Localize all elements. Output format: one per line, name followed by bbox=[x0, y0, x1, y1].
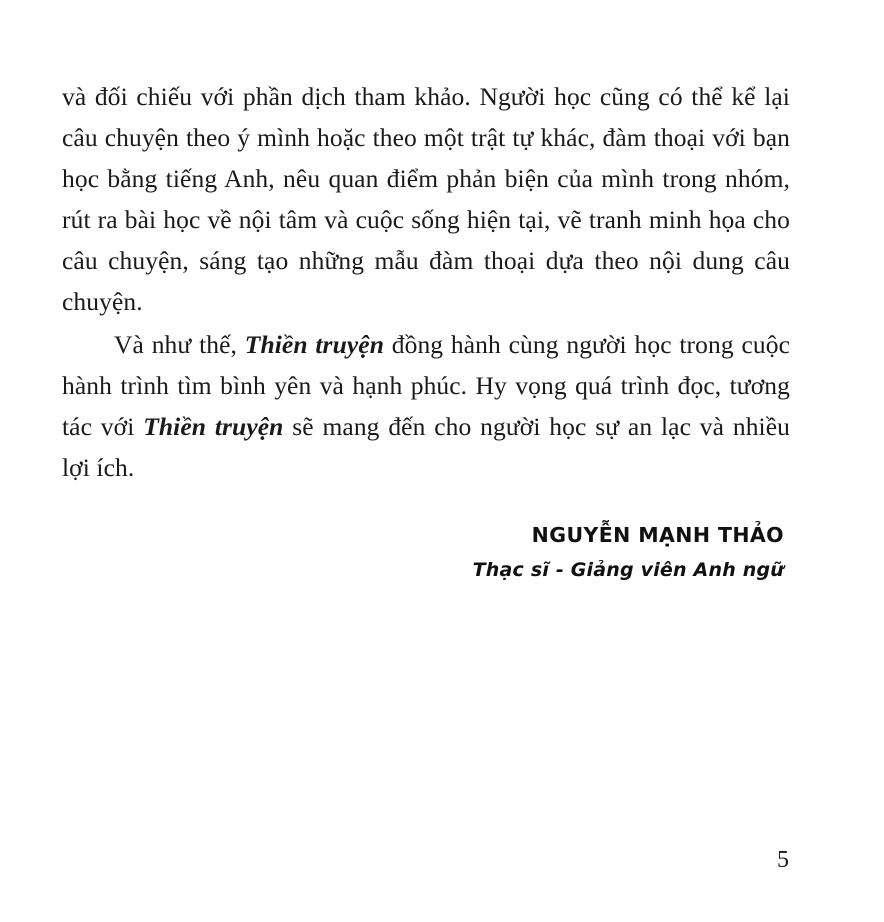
paragraph-2-emphasis-2: Thiền truyện bbox=[143, 412, 284, 441]
paragraph-2 bbox=[62, 324, 790, 488]
page-content bbox=[62, 76, 790, 586]
author-name: NGUYỄN MẠNH THẢO bbox=[531, 523, 784, 547]
paragraph-2-segment-1: Và như thế, bbox=[114, 330, 245, 359]
signature-block bbox=[62, 520, 790, 586]
paragraph-1: và đối chiếu với phần dịch tham khảo. Người học cũng có thể kể lại câu chuyện theo ý mình hoặc theo một trật tự khác, đàm thoại với bạn học bằng tiếng Anh, nêu quan điểm phản biện của mình trong nhóm, rút ra bài học về nội tâm và cuộc sống hiện tại, vẽ tranh minh họa cho câu chuyện, sáng tạo những mẫu đàm thoại dựa theo nội dung câu chuyện. bbox=[62, 82, 790, 316]
paragraph-2-emphasis-1: Thiền truyện bbox=[244, 330, 384, 359]
page-number: 5 bbox=[777, 847, 789, 873]
paragraph-2-segment-3: sẽ mang đến cho người học sự an lạc và nhiều lợi ích. bbox=[62, 412, 790, 482]
paragraph-2-segment-2: đồng hành cùng người học trong cuộc hành trình tìm bình yên và hạnh phúc. Hy vọng quá trình đọc, tương tác với bbox=[62, 330, 790, 441]
author-role: Thạc sĩ - Giảng viên Anh ngữ bbox=[472, 559, 784, 581]
